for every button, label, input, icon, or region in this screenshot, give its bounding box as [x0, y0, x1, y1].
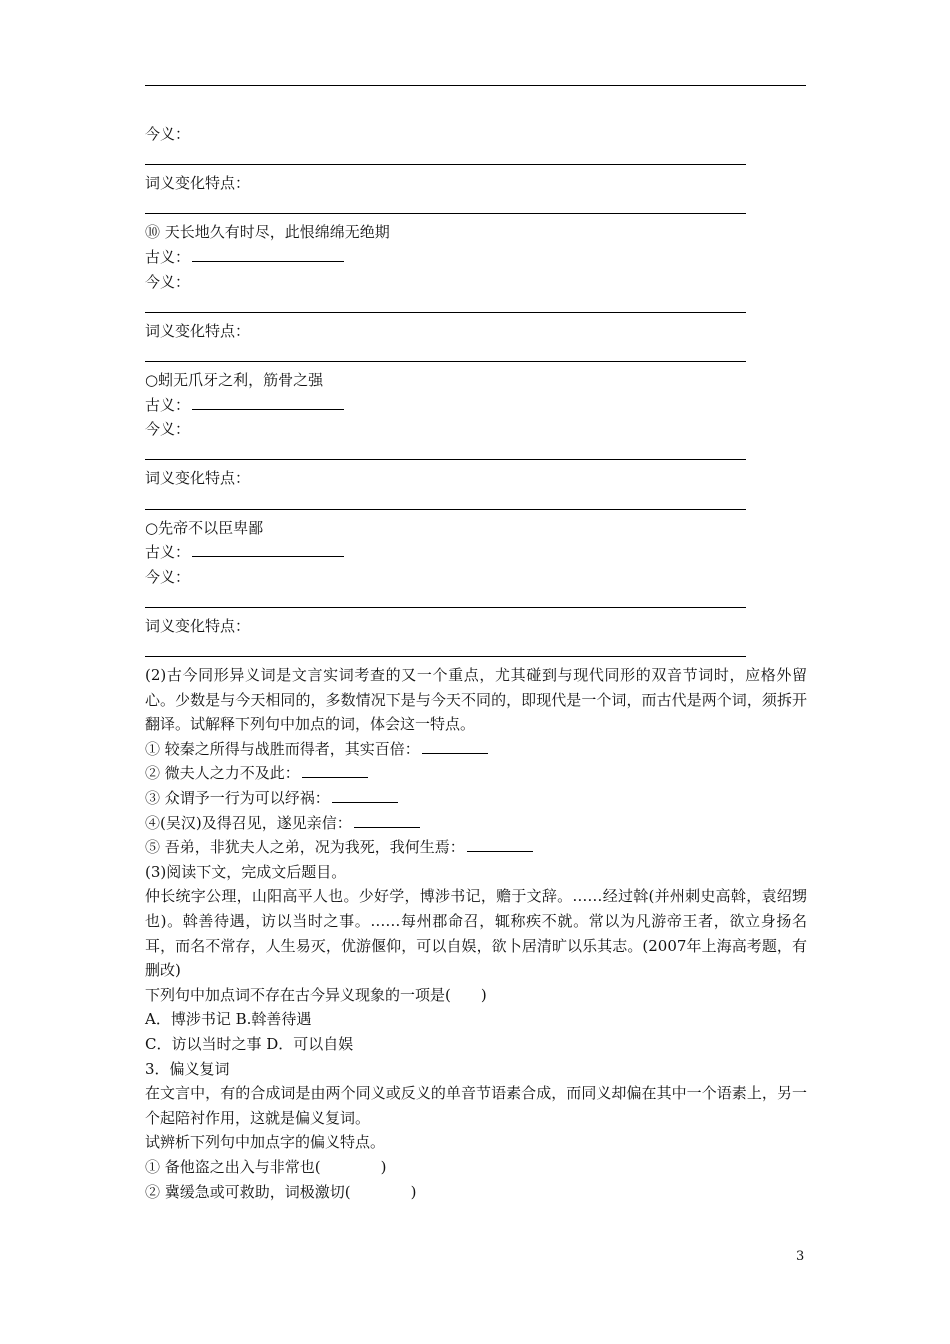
gu-row	[145, 540, 807, 565]
answer-line	[145, 196, 746, 221]
answer-line	[145, 491, 746, 516]
gu-row	[145, 245, 807, 270]
option-cd: C．访以当时之事 D．可以自娱	[145, 1034, 354, 1053]
item-11: ○蚓无爪牙之利，筋骨之强	[145, 370, 324, 389]
section3-passage: 仲长统字公理，山阳高平人也。少好学，博涉书记，赡于文辞。……经过斡(并州刺史高斡，袁绍甥也)。斡善待遇，访以当时之事。……每州郡命召，辄称疾不就。常以为凡游帝王者，欲立身扬名耳，而名不常存，人生易灭，优游偃仰，可以自娱，欲卜居清旷以乐其志。(2007年上海高考题，有删改)	[145, 887, 807, 980]
answer-line	[145, 442, 746, 467]
gu-label: 古义：	[145, 543, 191, 562]
option-ab: A．博涉书记 B.斡善待遇	[145, 1010, 312, 1029]
pianyi-task: 试辨析下列句中加点字的偏义特点。	[145, 1133, 386, 1152]
document-body	[145, 122, 807, 1204]
section3-question: 下列句中加点词不存在古今异义现象的一项是( )	[145, 985, 487, 1004]
change-label: 词义变化特点：	[145, 321, 251, 340]
fill-blank	[302, 762, 368, 778]
gu-label: 古义：	[145, 247, 191, 266]
question-row	[145, 811, 807, 836]
gu-label: 古义：	[145, 395, 191, 414]
answer-line	[145, 589, 746, 614]
gu-row	[145, 393, 807, 418]
fill-blank	[192, 246, 344, 262]
answer-line	[145, 294, 746, 319]
question-row	[145, 835, 807, 860]
answer-line	[145, 638, 746, 663]
page-number: 3	[796, 1249, 805, 1264]
pianyi-question: ① 备他盗之出入与非常也( )	[145, 1157, 387, 1176]
change-label: 词义变化特点：	[145, 469, 251, 488]
item-12: ○先帝不以臣卑鄙	[145, 518, 264, 537]
question-text: ① 较秦之所得与战胜而得者，其实百倍：	[145, 739, 420, 758]
fill-blank	[192, 541, 344, 557]
jin-label: 今义：	[145, 125, 191, 143]
question-text: ③ 众谓予一行为可以纾祸：	[145, 789, 330, 808]
pianyi-intro: 在文言中，有的合成词是由两个同义或反义的单音节语素合成，而同义却偏在其中一个语素上，另一个起陪衬作用，这就是偏义复词。	[145, 1084, 807, 1127]
question-row	[145, 786, 807, 811]
answer-line	[145, 343, 746, 368]
change-label: 词义变化特点：	[145, 616, 251, 635]
jin-label: 今义：	[145, 420, 191, 439]
section2-intro: (2)古今同形异义词是文言实词考查的又一个重点，尤其碰到与现代同形的双音节词时，应格外留心。少数是与今天相同的，多数情况下是与今天不同的，即现代是一个词，而古代是两个词，须拆开翻译。试解释下列句中加点的词，体会这一特点。	[145, 666, 807, 734]
fill-blank	[467, 836, 533, 852]
fill-blank	[354, 812, 420, 828]
jin-label: 今义：	[145, 567, 191, 586]
question-row	[145, 761, 807, 786]
question-text: ④(吴汉)及得召见，遂见亲信：	[145, 813, 352, 832]
fill-blank	[332, 787, 398, 803]
change-label: 词义变化特点：	[145, 174, 251, 193]
section3-title: (3)阅读下文，完成文后题目。	[145, 862, 347, 881]
item-10: ⑩ 天长地久有时尽，此恨绵绵无绝期	[145, 223, 390, 242]
question-row	[145, 737, 807, 762]
header-rule	[145, 85, 806, 86]
fill-blank	[192, 394, 344, 410]
answer-line	[145, 147, 746, 172]
question-text: ② 微夫人之力不及此：	[145, 764, 300, 783]
question-text: ⑤ 吾弟，非犹夫人之弟，况为我死，我何生焉：	[145, 838, 465, 857]
jin-label: 今义：	[145, 272, 191, 291]
pianyi-title: 3．偏义复词	[145, 1059, 230, 1078]
pianyi-question: ② 冀缓急或可救助，词极激切( )	[145, 1182, 417, 1201]
fill-blank	[422, 738, 488, 754]
